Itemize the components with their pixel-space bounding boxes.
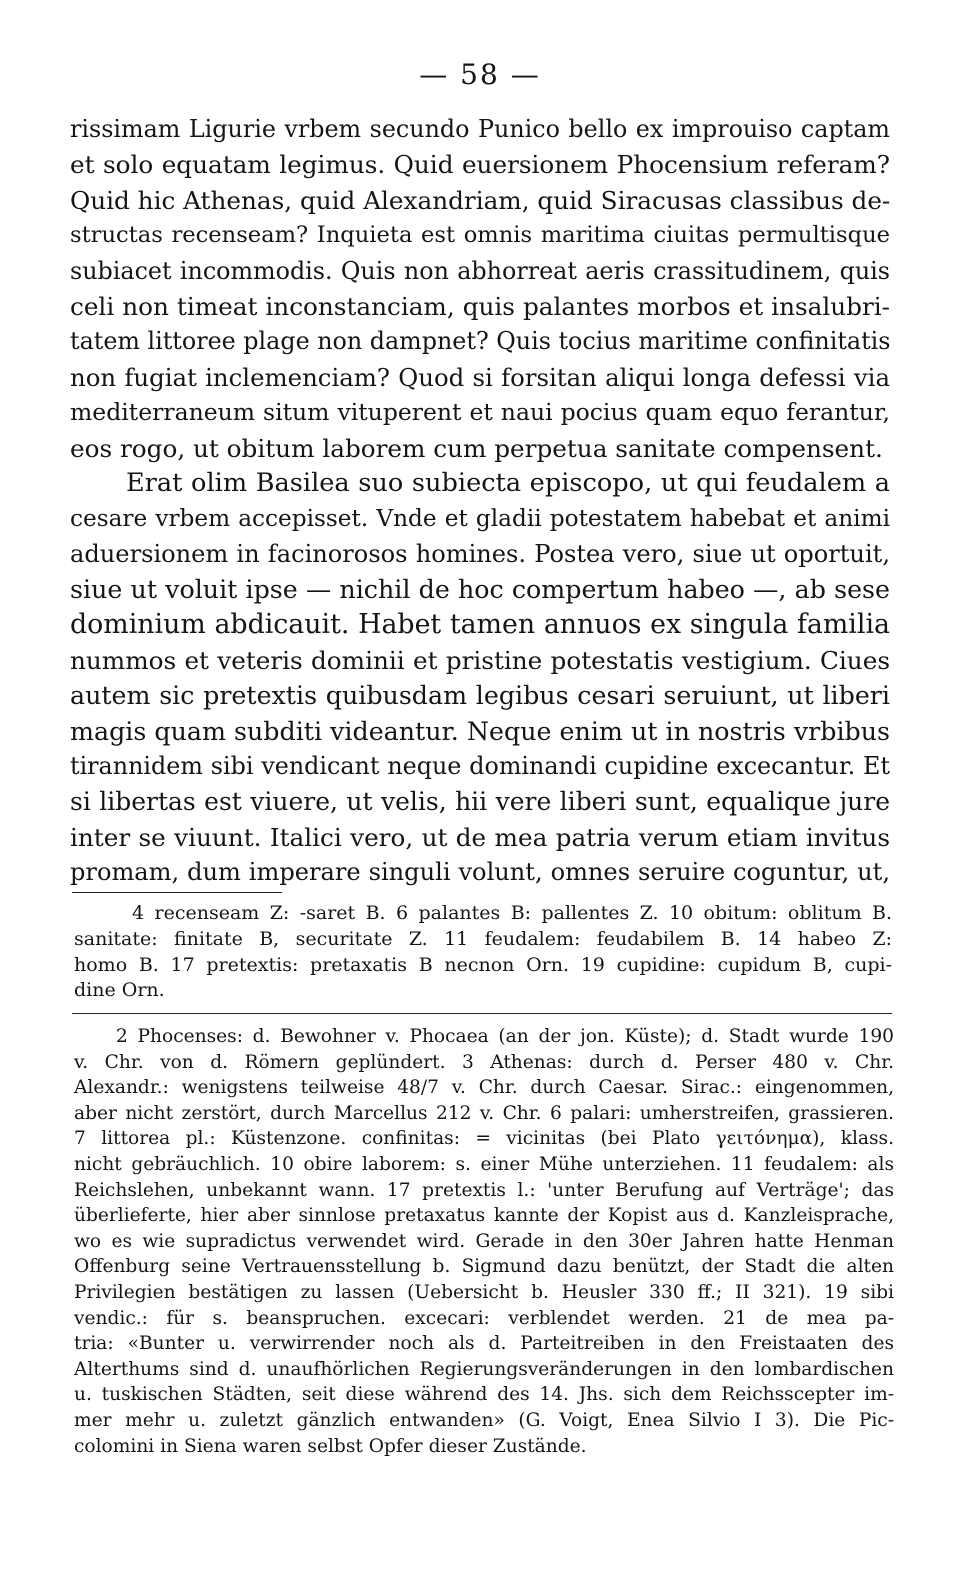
text-line: mediterraneum situm vituperent et naui pocius quam equo ferantur, [70,398,890,427]
commentary-line: 7 littorea pl.: Küstenzone. confinitas: = vicinitas (bei Plato γειτόνημα), klass. [74,1128,894,1150]
text-line: si libertas est viuere, ut velis, hii vere liberi sunt, equalique jure [70,787,890,817]
commentary-notes [74,1024,894,1459]
commentary-divider [72,1013,892,1014]
text-line: inter se viuunt. Italici vero, ut de mea patria verum etiam invitus [70,822,890,852]
apparatus-divider [72,892,282,893]
commentary-line: Reichslehen, unbekannt wann. 17 pretextis l.: 'unter Berufung auf Verträge'; das [74,1179,894,1201]
commentary-line: mer mehr u. zuletzt gänzlich entwanden» (G. Voigt, Enea Silvio I 3). Die Pic- [74,1409,894,1431]
text-line: tirannidem sibi vendicant neque dominandi cupidine excecantur. Et [70,752,890,781]
commentary-line: Offenburg seine Vertrauensstellung b. Sigmund dazu benützt, der Stadt die alten [74,1256,894,1278]
text-line: celi non timeat inconstanciam, quis palantes morbos et insalubri- [70,291,890,321]
text-line: Quid hic Athenas, quid Alexandriam, quid Siracusas classibus de- [70,185,891,215]
text-line: autem sic pretextis quibusdam legibus cesari seruiunt, ut liberi [70,681,890,711]
commentary-line: nicht gebräuchlich. 10 obire laborem: s. einer Mühe unterziehen. 11 feudalem: als [74,1153,894,1175]
text-line: Erat olim Basilea suo subiecta episcopo, ut qui feudalem a [126,467,890,498]
commentary-line: Privilegien bestätigen zu lassen (Uebersicht b. Heusler 330 ff.; II 321). 19 sibi [74,1281,894,1303]
text-line: eos rogo, ut obitum laborem cum perpetua sanitate compensent. [70,433,883,463]
commentary-line: v. Chr. von d. Römern geplündert. 3 Athenas: durch d. Perser 480 v. Chr. [74,1051,894,1073]
commentary-line: 2 Phocenses: d. Bewohner v. Phocaea (an der jon. Küste); d. Stadt wurde 190 [116,1026,894,1047]
text-line: et solo equatam legimus. Quid euersionem Phocensium referam? [70,150,890,180]
commentary-line: vendic.: für s. beanspruchen. excecari: verblendet werden. 21 de mea pa- [74,1307,894,1329]
apparatus-line: 4 recenseam Z: -saret B. 6 palantes B: pallentes Z. 10 obitum: oblitum B. [132,902,892,924]
commentary-line: wo es wie supradictus verwendet wird. Gerade in den 30er Jahren hatte Henman [74,1230,894,1252]
critical-apparatus [74,901,892,1004]
apparatus-line: dine Orn. [74,979,165,1002]
text-line: non fugiat inclemenciam? Quod si forsitan aliqui longa defessi via [70,362,890,392]
commentary-line: u. tuskischen Städten, seit diese während des 14. Jhs. sich dem Reichsscepter im- [74,1384,894,1406]
text-line: subiacet incommodis. Quis non abhorreat aeris crassitudinem, quis [70,256,890,285]
text-line: dominium abdicauit. Habet tamen annuos ex singula familia [70,609,890,641]
text-line: nummos et veteris dominii et pristine potestatis vestigium. Ciues [70,645,890,675]
commentary-line: Alterthums sind d. unaufhörlichen Regierungsveränderungen in den lombardischen [74,1358,894,1380]
commentary-line: aber nicht zerstört, durch Marcellus 212 v. Chr. 6 palari: umherstreifen, grassieren. [74,1102,894,1124]
text-line: aduersionem in facinorosos homines. Postea vero, siue ut oportuit, [70,539,890,568]
apparatus-line: homo B. 17 pretextis: pretaxatis B necnon Orn. 19 cupidine: cupidum B, cupi- [74,953,892,976]
main-latin-text [70,112,890,891]
page-number: — 58 — [419,58,541,91]
commentary-line: colomini in Siena waren selbst Opfer dieser Zustände. [74,1435,587,1457]
text-line: structas recenseam? Inquieta est omnis maritima ciuitas permultisque [70,222,890,249]
commentary-line: tria: «Bunter u. verwirrender noch als d. Parteitreiben in den Freistaaten des [74,1333,894,1355]
text-line: cesare vrbem accepisset. Vnde et gladii potestatem habebat et animi [70,505,890,533]
commentary-line: überlieferte, hier aber sinnlose pretaxatus kannte der Kopist aus d. Kanzleisprache, [74,1205,894,1227]
text-line: magis quam subditi videantur. Neque enim ut in nostris vrbibus [70,716,890,746]
text-line: promam, dum imperare singuli volunt, omnes seruire coguntur, ut, [70,858,890,887]
commentary-line: Alexandr.: wenigstens teilweise 48/7 v. Chr. durch Caesar. Sirac.: eingenommen, [74,1077,894,1099]
text-line: rissimam Ligurie vrbem secundo Punico bello ex improuiso captam [70,115,890,143]
text-line: tatem littoree plage non dampnet? Quis tocius maritime confinitatis [70,327,891,356]
apparatus-line: sanitate: finitate B, securitate Z. 11 feudalem: feudabilem B. 14 habeo Z: [74,927,892,950]
text-line: siue ut voluit ipse — nichil de hoc compertum habeo —, ab sese [70,575,890,605]
